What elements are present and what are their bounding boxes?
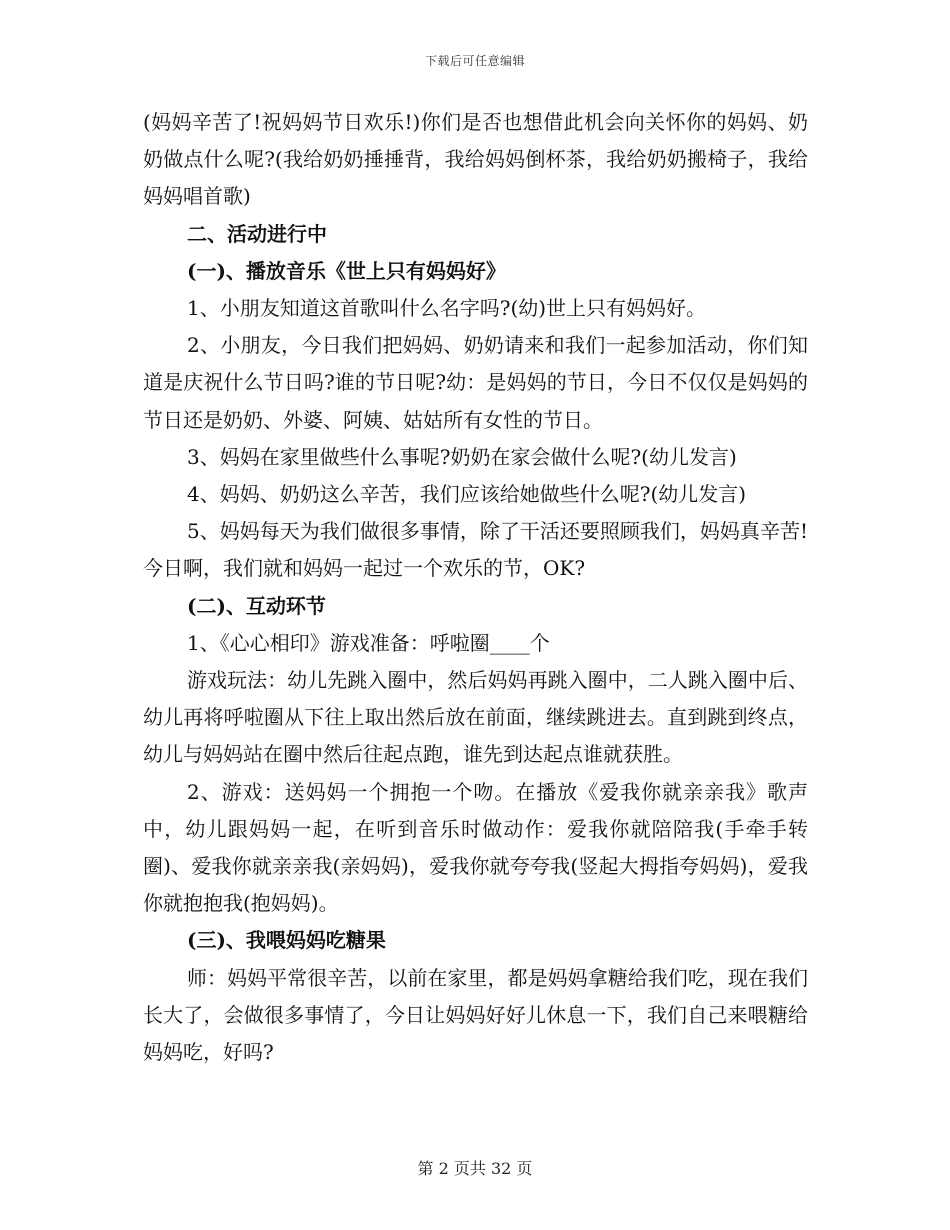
list-item-5: 5、妈妈每天为我们做很多事情，除了干活还要照顾我们，妈妈真辛苦!今日啊，我们就和妈妈一起过一个欢乐的节，OK? [143, 519, 808, 581]
game-prep-item: 1、《心心相印》游戏准备：呼啦圈____个 [187, 630, 550, 655]
list-item-1: 1、小朋友知道这首歌叫什么名字吗?(幼)世上只有妈妈好。 [187, 296, 707, 321]
page-footer: 第 2 页共 32 页 [417, 1159, 533, 1178]
list-item-2: 2、小朋友，今日我们把妈妈、奶奶请来和我们一起参加活动，你们知道是庆祝什么节日吗?谁的节日呢?幼：是妈妈的节日，今日不仅仅是妈妈的节日还是奶奶、外婆、阿姨、姑姑所有女性的节日。 [143, 333, 808, 432]
game-rules-paragraph: 游戏玩法：幼儿先跳入圈中，然后妈妈再跳入圈中，二人跳入圈中后、幼儿再将呼啦圈从下往上取出然后放在前面，继续跳进去。直到跳到终点，幼儿与妈妈站在圈中然后往起点跑，谁先到达起点谁就获胜。 [143, 668, 808, 767]
teacher-speech-paragraph: 师：妈妈平常很辛苦，以前在家里，都是妈妈拿糖给我们吃，现在我们长大了，会做很多事情了，今日让妈妈好好儿休息一下，我们自己来喂糖给妈妈吃，好吗? [143, 965, 808, 1065]
section-heading-activity: 二、活动进行中 [187, 221, 327, 246]
game-hug-kiss-paragraph: 2、游戏：送妈妈一个拥抱一个吻。在播放《爱我你就亲亲我》歌声中，幼儿跟妈妈一起，在听到音乐时做动作：爱我你就陪陪我(手牵手转圈)、爱我你就亲亲我(亲妈妈)，爱我你就夸夸我(竖起大拇指夸妈妈)，爱我你就抱抱我(抱妈妈)。 [143, 779, 808, 916]
subheading-interaction: (二)、互动环节 [187, 593, 326, 618]
list-item-3: 3、妈妈在家里做些什么事呢?奶奶在家会做什么呢?(幼儿发言) [187, 444, 737, 469]
list-item-4: 4、妈妈、奶奶这么辛苦，我们应该给她做些什么呢?(幼儿发言) [187, 482, 747, 507]
subheading-play-music: (一)、播放音乐《世上只有妈妈好》 [187, 258, 506, 283]
paragraph-intro-continued: (妈妈辛苦了!祝妈妈节日欢乐!)你们是否也想借此机会向关怀你的妈妈、奶奶做点什么呢?(我给奶奶捶捶背，我给妈妈倒杯茶，我给奶奶搬椅子，我给妈妈唱首歌) [143, 110, 808, 209]
page-header: 下载后可任意编辑 [424, 54, 525, 68]
subheading-feed-candy: (三)、我喂妈妈吃糖果 [187, 928, 386, 953]
document-body [143, 104, 808, 1071]
